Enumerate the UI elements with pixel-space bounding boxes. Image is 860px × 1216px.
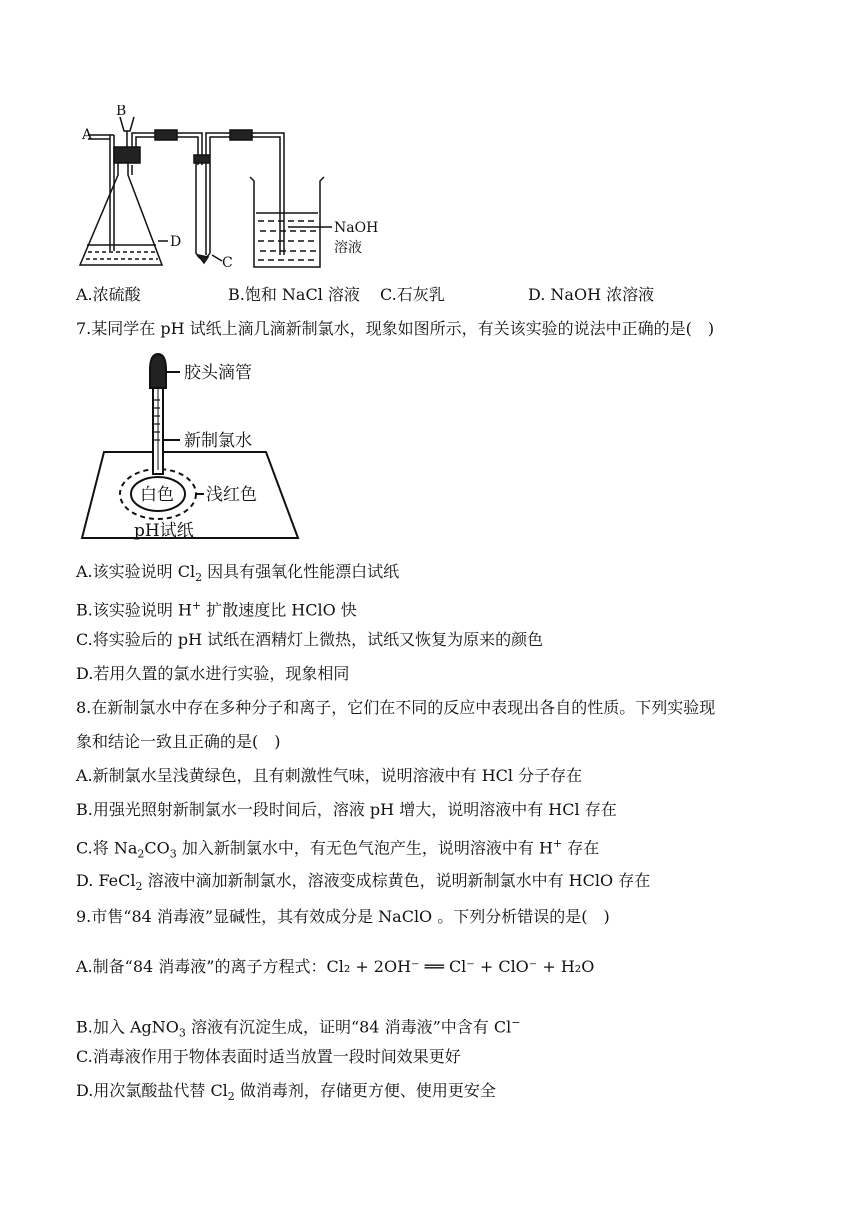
label-b: B: [116, 105, 127, 119]
ph-paper-figure: [76, 348, 316, 548]
q6-option-c: C.石灰乳: [380, 285, 445, 304]
q6-option-d: D. NaOH 浓溶液: [528, 285, 655, 304]
q7-stem: 7.某同学在 pH 试纸上滴几滴新制氯水，现象如图所示，有关该实验的说法中正确的是( ): [76, 319, 715, 338]
q9-stem: 9.市售“84 消毒液”显碱性，其有效成分是 NaClO 。下列分析错误的是( ): [76, 907, 610, 926]
q7-option-c: C.将实验后的 pH 试纸在酒精灯上微热，试纸又恢复为原来的颜色: [76, 630, 544, 649]
q6-option-a: A.浓硫酸: [76, 285, 141, 304]
white-label: 白色: [140, 485, 174, 505]
apparatus-figure: [70, 105, 410, 275]
q8-option-d: D. FeCl$_2$ 溶液中滴加新制氯水，溶液变成棕黄色，说明新制氯水中有 HClO 存在: [76, 871, 651, 894]
dropper-label: 胶头滴管: [184, 363, 252, 383]
q8-option-b: B.用强光照射新制氯水一段时间后，溶液 pH 增大，说明溶液中有 HCl 存在: [76, 800, 617, 819]
solution-label: 溶液: [334, 240, 362, 256]
naoh-label: NaOH: [334, 220, 379, 236]
ionic-equation: Cl₂ + 2OH⁻ ══ Cl⁻ + ClO⁻ + H₂O: [326, 957, 595, 976]
q7-option-b: B.该实验说明 H+ 扩散速度比 HClO 快: [76, 599, 357, 620]
q9-option-b: B.加入 AgNO$_3$ 溶液有沉淀生成，证明“84 消毒液”中含有 Cl−: [76, 1016, 521, 1040]
q9-option-c: C.消毒液作用于物体表面时适当放置一段时间效果更好: [76, 1047, 461, 1066]
label-c: C: [222, 255, 233, 271]
ph-paper-label: pH试纸: [134, 521, 194, 541]
q7-option-a: A.该实验说明 $Cl_2$ 因具有强氧化性能漂白试纸: [76, 562, 400, 585]
q9-option-a: A.制备“84 消毒液”的离子方程式：Cl₂ + 2OH⁻ ══ Cl⁻ + ClO⁻ + H₂O: [76, 957, 595, 976]
q8-stem-1: 8.在新制氯水中存在多种分子和离子，它们在不同的反应中表现出各自的性质。下列实验现: [76, 698, 716, 717]
q8-option-c: C.将 $Na_2CO_3$ 加入新制氯水中，有无色气泡产生，说明溶液中有 H+ 存在: [76, 837, 600, 861]
q9-option-d: D.用次氯酸盐代替 $Cl_2$ 做消毒剂，存储更方便、使用更安全: [76, 1081, 496, 1104]
label-a: A: [82, 127, 93, 143]
q7-option-d: D.若用久置的氯水进行实验，现象相同: [76, 664, 350, 683]
light-red-label: 浅红色: [206, 485, 257, 505]
q8-stem-2: 象和结论一致且正确的是( ): [76, 732, 281, 751]
q8-option-a: A.新制氯水呈浅黄绿色，且有刺激性气味，说明溶液中有 HCl 分子存在: [76, 766, 583, 785]
q6-option-b: B.饱和 NaCl 溶液: [228, 285, 360, 304]
label-d: D: [170, 234, 182, 250]
chlorine-water-label: 新制氯水: [184, 431, 252, 451]
